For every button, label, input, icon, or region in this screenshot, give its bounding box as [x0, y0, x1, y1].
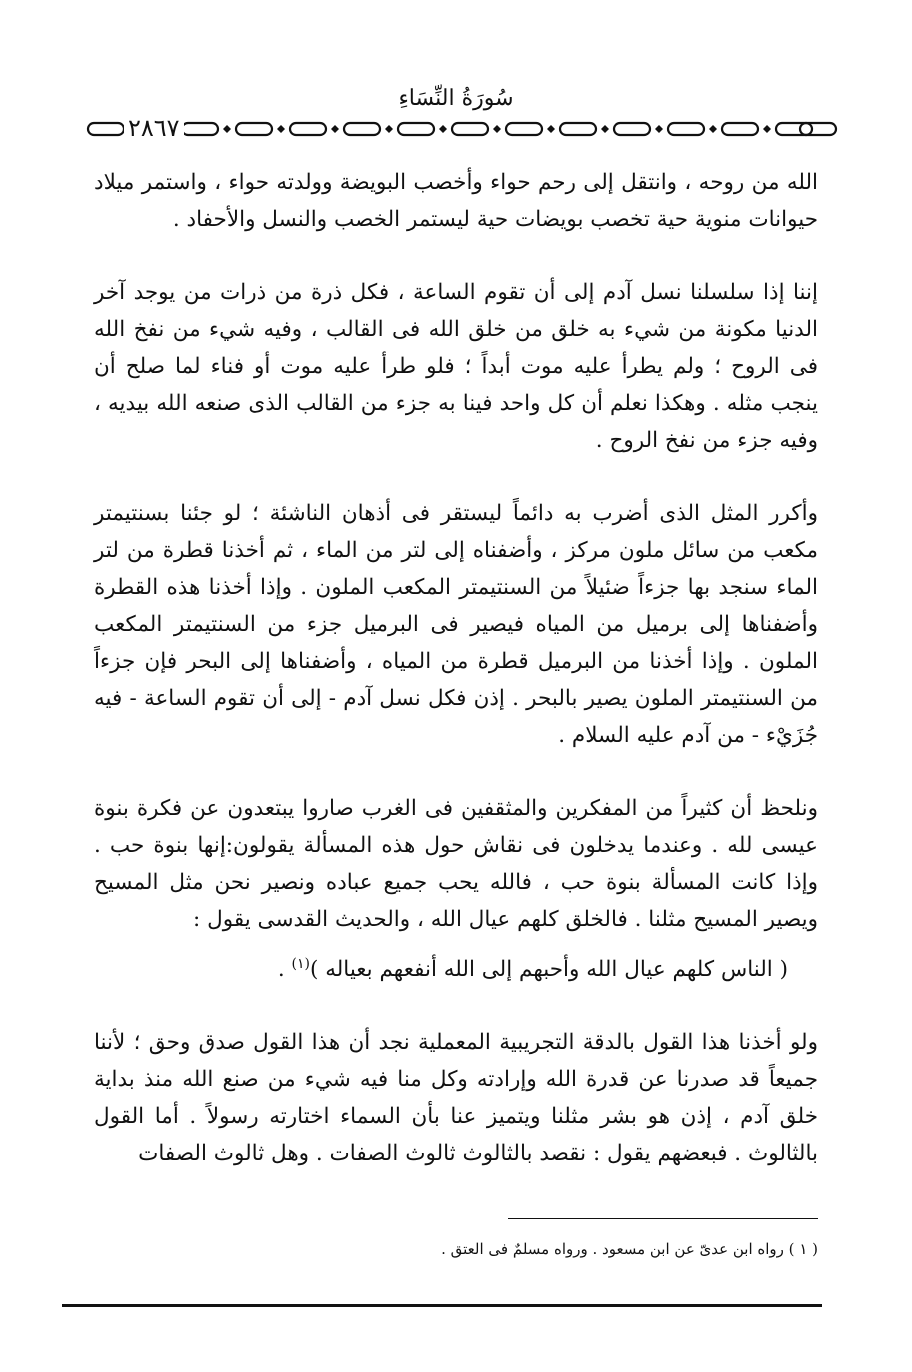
paragraph-4: ونلحظ أن كثيراً من المفكرين والمثقفين فى الغرب صاروا يبتعدون عن فكرة بنوة عيسى لله . وعندما يدخلون فى نقاش حول هذه المسألة يقولون:إنها بنوة حب . وإذا كانت المسألة بنوة حب ، فالله يحب جميع عباده ونصير نحن مثل المسيح ويصير المسيح مثلنا . فالخلق كلهم عيال الله ، والحديث القدسى يقول :: [94, 796, 818, 932]
surah-title: سُورَةُ النِّسَاءِ: [398, 86, 514, 111]
footnote: ( ١ ) رواه ابن عدىّ عن ابن مسعود . ورواه مسلمٌ فى العتق .: [441, 1240, 818, 1258]
main-text: [94, 164, 818, 1208]
paragraph-3: وأكرر المثل الذى أضرب به دائماً ليستقر فى أذهان الناشئة ؛ لو جئنا بسنتيمتر مكعب من سائل ملون مركز ، وأضفناه إلى لتر من الماء ، ثم أخذنا قطرة من لتر الماء سنجد بها جزءاً ضئيلاً من السنتيمتر المكعب الملون . وإذا أخذنا هذه القطرة وأضفناها إلى برميل من المياه فيصير فى البرميل جزء من السنتيمتر المكعب الملون . وإذا أخذنا من البرميل قطرة من المياه ، وأضفناها إلى البحر فإن جزءاً من السنتيمتر الملون يصير بالبحر . إذن فكل نسل آدم - إلى أن تقوم الساعة - فيه جُزَيْء - من آدم عليه السلام .: [94, 501, 818, 748]
footnote-divider: [508, 1218, 818, 1219]
paragraph-2: إننا إذا سلسلنا نسل آدم إلى أن تقوم الساعة ، فكل ذرة من ذرات من يوجد آخر الدنيا مكونة من شيء به خلق من خلق الله فى القالب ، وفيه شيء من نفخ الله فى الروح ؛ ولم يطرأ عليه موت أبداً ؛ فلو طرأ عليه موت أو فناء لما صلح أن ينجب مثله . وهكذا نعلم أن كل واحد فينا به جزء من القالب الذى صنعه الله بيديه ، وفيه جزء من نفخ الروح .: [94, 280, 818, 453]
paragraph-5: ولو أخذنا هذا القول بالدقة التجريبية المعملية نجد أن هذا القول صدق وحق ؛ لأننا جميعاً قد صدرنا عن قدرة الله وإرادته وكل منا فيه شيء من صنع الله منذ بداية خلق آدم ، إذن هو بشر مثلنا ويتميز عنا بأن السماء اختارته رسولاً . أما القول بالثالوث . فبعضهم يقول : نقصد بالثالوث ثالوث الصفات . وهل ثالوث الصفات: [94, 1030, 818, 1167]
bottom-rule: [62, 1304, 822, 1307]
paragraph-1: الله من روحه ، وانتقل إلى رحم حواء وأخصب البويضة وولدته حواء ، واستمر ميلاد حيوانات منوية حية تخصب بويضات حية ليستمر الخصب والنسل والأحفاد .: [94, 170, 818, 232]
hadith-quote-end: .: [277, 957, 292, 983]
ornament-chain-icon: [86, 120, 838, 138]
page-number: ٢٨٦٧: [124, 113, 184, 143]
hadith-quote-text: ( الناس كلهم عيال الله وأحبهم إلى الله أنفعهم بعياله ): [309, 957, 788, 983]
footnote-marker: (١): [291, 956, 310, 972]
ornamental-border: [86, 120, 838, 138]
hadith-quote: [94, 946, 818, 988]
